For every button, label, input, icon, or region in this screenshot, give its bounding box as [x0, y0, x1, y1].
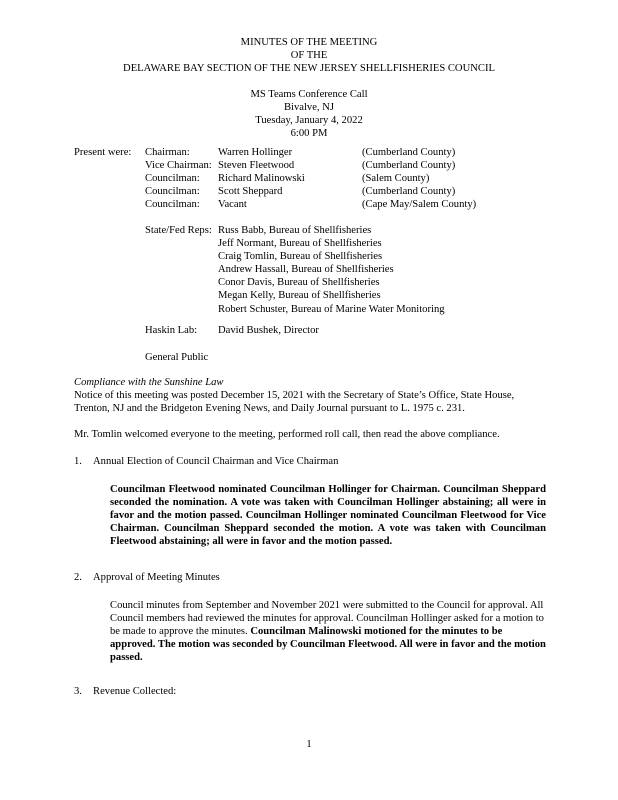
member-county: (Cape May/Salem County) — [362, 199, 477, 211]
member-row — [145, 198, 545, 211]
member-name: Scott Sheppard — [218, 186, 283, 198]
item-2-body — [110, 599, 546, 664]
lab-value: David Bushek, Director — [218, 325, 319, 336]
member-name: Vacant — [218, 199, 247, 211]
rep-item: Craig Tomlin, Bureau of Shellfisheries — [218, 251, 383, 263]
title-line-1: MINUTES OF THE MEETING — [240, 37, 378, 48]
member-title: Councilman: — [145, 186, 200, 198]
welcome-text: Mr. Tomlin welcomed everyone to the meeting, performed roll call, then read the above compliance. — [74, 429, 500, 440]
document-title — [0, 36, 618, 75]
item-2-text: Council minutes from September and November 2021 were submitted to the Council for approval. All Council members had reviewed the minutes for approval. Councilman Hollinger asked for a motion to be made to approve the minutes. — [110, 600, 544, 638]
rep-item: Megan Kelly, Bureau of Shellfisheries — [218, 290, 381, 302]
member-title: Councilman: — [145, 199, 200, 211]
item-1-motion: Councilman Fleetwood nominated Councilman Hollinger for Chairman. Councilman Sheppard seconded the nomination. A vote was taken with Councilman Hollinger abstaining; all were in favor and the motion passed. Councilman Hollinger nominated Councilman Fleetwood for Vice Chairman. Councilman Sheppard seconded the motion. A vote was taken with Councilman Fleetwood abstaining; all were in favor and the motion passed. — [110, 484, 546, 548]
member-title: Chairman: — [145, 147, 190, 158]
member-county: (Cumberland County) — [362, 147, 456, 158]
member-county: (Cumberland County) — [362, 160, 456, 172]
member-row — [145, 146, 545, 159]
rep-item: Andrew Hassall, Bureau of Shellfisheries — [218, 264, 394, 276]
sunshine-heading: Compliance with the Sunshine Law — [74, 377, 224, 388]
title-line-3: DELAWARE BAY SECTION OF THE NEW JERSEY SHELLFISHERIES COUNCIL — [123, 63, 495, 75]
rep-item: Russ Babb, Bureau of Shellfisheries — [218, 225, 372, 236]
meeting-type: MS Teams Conference Call — [250, 89, 368, 100]
present-label: Present were: — [74, 147, 132, 158]
title-line-2: OF THE — [290, 50, 328, 62]
rep-item: Jeff Normant, Bureau of Shellfisheries — [218, 238, 382, 250]
item-number: 2. — [74, 572, 82, 583]
sunshine-text: Notice of this meeting was posted December 15, 2021 with the Secretary of State’s Office, State House, Trenton, NJ and the Bridgeton Evening News, and Daily Journal pursuant to L. 1975 c. 231. — [74, 390, 515, 415]
member-row — [145, 172, 545, 185]
council-members — [145, 146, 545, 211]
rep-item: Conor Davis, Bureau of Shellfisheries — [218, 277, 380, 289]
item-title: Revenue Collected: — [93, 686, 177, 697]
item-title: Annual Election of Council Chairman and Vice Chairman — [93, 456, 339, 467]
member-name: Warren Hollinger — [218, 147, 293, 158]
rep-item: Robert Schuster, Bureau of Marine Water Monitoring — [218, 303, 445, 315]
member-county: (Salem County) — [362, 173, 430, 185]
meeting-info — [0, 88, 618, 140]
item-number: 1. — [74, 456, 82, 467]
member-name: Steven Fleetwood — [218, 160, 295, 172]
reps-list — [218, 224, 538, 316]
reps-label: State/Fed Reps: — [145, 225, 212, 236]
page-number: 1 — [306, 739, 312, 750]
general-public: General Public — [145, 352, 209, 363]
member-name: Richard Malinowski — [218, 173, 305, 185]
lab-label: Haskin Lab: — [145, 325, 198, 336]
member-row — [145, 185, 545, 198]
member-county: (Cumberland County) — [362, 186, 456, 198]
item-number: 3. — [74, 686, 82, 697]
member-row — [145, 159, 545, 172]
meeting-time: 6:00 PM — [290, 128, 328, 140]
member-title: Vice Chairman: — [145, 160, 212, 172]
item-2-motion: Councilman Malinowski motioned for the minutes to be approved. The motion was seconded by Councilman Fleetwood. All were in favor and the motion passed. — [110, 626, 546, 664]
meeting-location: Bivalve, NJ — [283, 102, 335, 114]
meeting-date: Tuesday, January 4, 2022 — [255, 115, 363, 127]
item-title: Approval of Meeting Minutes — [93, 572, 220, 583]
member-title: Councilman: — [145, 173, 200, 185]
